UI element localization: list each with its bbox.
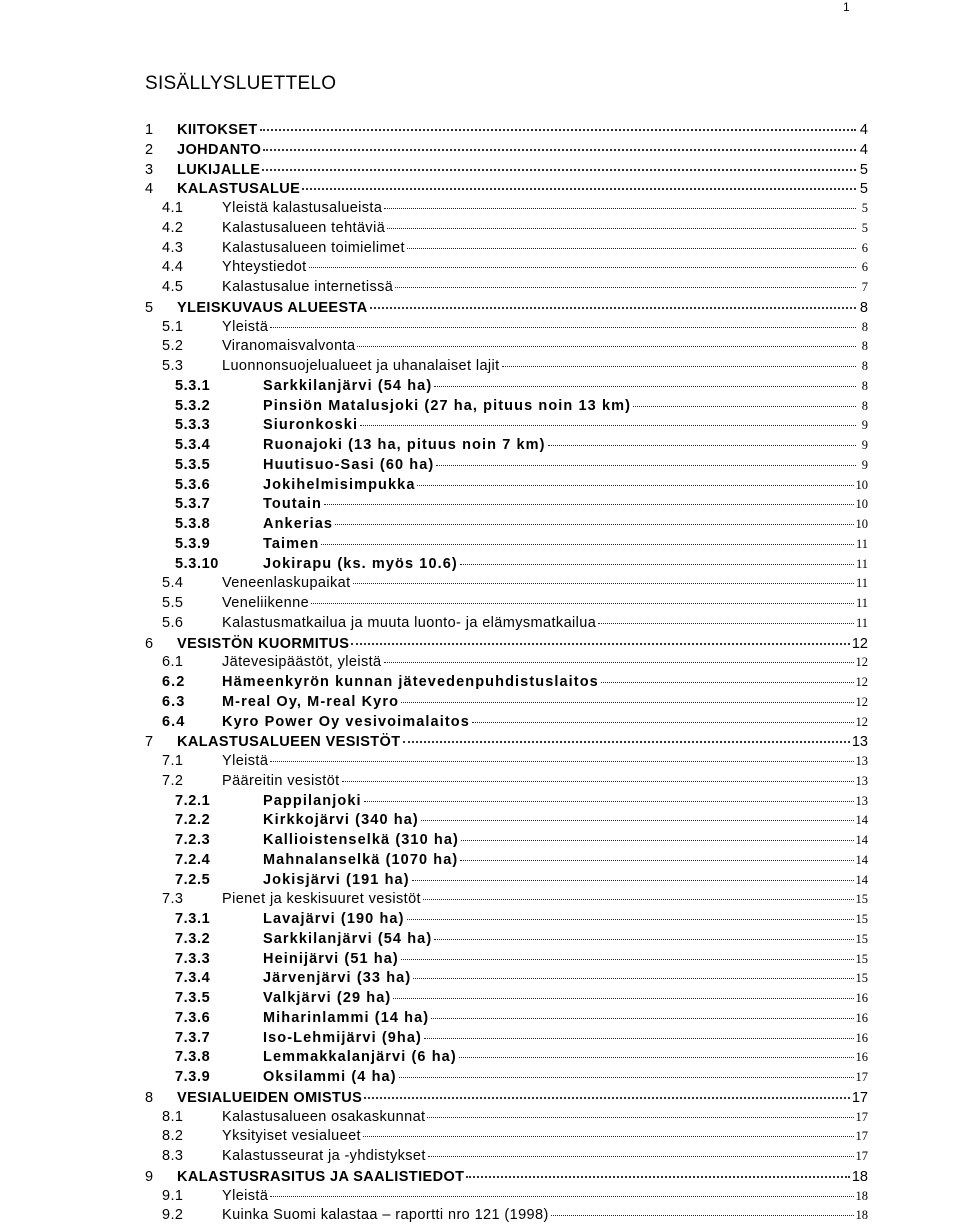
- toc-entry-page: 13: [855, 754, 868, 768]
- toc-entry-number: 7.2.1: [175, 792, 211, 809]
- toc-entry-title: Kalastusalue internetissä: [222, 279, 394, 295]
- dot-leader: [399, 1063, 854, 1078]
- dot-leader: [548, 431, 856, 446]
- dot-leader: [403, 727, 850, 743]
- dot-leader: [424, 1024, 854, 1039]
- toc-entry-number: 6.1: [162, 654, 184, 671]
- toc-entry-page: 18: [855, 1208, 868, 1223]
- toc-entry-page: 5: [859, 161, 868, 178]
- dot-leader: [428, 1142, 854, 1157]
- dot-leader: [466, 1162, 849, 1178]
- toc-entry-title: Veneenlaskupaikat: [222, 575, 351, 592]
- toc-entry-page: 17: [855, 1070, 868, 1084]
- toc-entry-number: 7.2.5: [175, 871, 211, 888]
- toc-entry-page: 9: [861, 418, 868, 433]
- toc-entry-title: KALASTUSALUEEN VESISTÖT: [177, 734, 401, 751]
- dot-leader: [263, 135, 856, 151]
- toc-entry-title: Lavajärvi (190 ha): [263, 911, 405, 927]
- dot-leader: [417, 471, 853, 486]
- toc-entry-page: 15: [855, 892, 868, 907]
- toc-entry-number: 8: [145, 1089, 154, 1106]
- toc-entry-page: 11: [855, 556, 868, 571]
- toc-entry-title: KALASTUSALUE: [177, 181, 301, 198]
- toc-entry-number: 5.2: [162, 338, 184, 355]
- dot-leader: [387, 214, 856, 229]
- dot-leader: [633, 392, 856, 407]
- toc-entry-number: 8.3: [162, 1148, 184, 1164]
- toc-entry-page: 17: [855, 1149, 868, 1163]
- dot-leader: [395, 273, 856, 288]
- dot-leader: [472, 708, 854, 723]
- toc-entry-title: Luonnonsuojelualueet ja uhanalaiset lajit: [222, 358, 500, 374]
- dot-leader: [434, 925, 853, 940]
- toc-entry-page: 12: [855, 675, 868, 689]
- dot-leader: [431, 1004, 853, 1019]
- toc-entry-page: 12: [855, 655, 868, 670]
- toc-entry-page: 12: [855, 714, 868, 729]
- toc-entry-page: 17: [851, 1089, 868, 1106]
- toc-entry-number: 5.5: [162, 595, 184, 611]
- toc-entry-title: Lemmakkalanjärvi (6 ha): [263, 1049, 457, 1066]
- toc-entry-number: 5.3: [162, 358, 184, 374]
- dot-leader: [598, 609, 854, 624]
- toc-entry-page: 9: [861, 438, 868, 452]
- toc-entry-number: 5.3.9: [175, 535, 211, 552]
- dot-leader: [321, 530, 854, 545]
- toc-entry-number: 7.3.7: [175, 1029, 211, 1046]
- toc-entry-page: 7: [861, 280, 868, 294]
- toc-entry-page: 14: [855, 813, 868, 828]
- toc-entry-title: Jokirapu (ks. myös 10.6): [263, 555, 458, 572]
- toc-entry-page: 16: [855, 1050, 868, 1065]
- toc-entry-page: 15: [855, 931, 868, 946]
- dot-leader: [364, 787, 854, 802]
- toc-entry-title: Sarkkilanjärvi (54 ha): [263, 930, 433, 947]
- toc-entry-title: Miharinlammi (14 ha): [263, 1009, 430, 1026]
- toc-entry-title: Huutisuo-Sasi (60 ha): [263, 456, 435, 473]
- dot-leader: [407, 234, 856, 249]
- toc-entry-number: 9.2: [162, 1207, 184, 1224]
- dot-leader: [270, 1182, 853, 1197]
- toc-entry-title: Toutain: [263, 496, 322, 513]
- toc-entry-page: 14: [855, 833, 868, 847]
- toc-entry-title: Kirkkojärvi (340 ha): [263, 812, 419, 829]
- dot-leader: [502, 352, 856, 367]
- toc-entry-number: 1: [145, 122, 154, 138]
- dot-leader: [459, 1043, 854, 1058]
- dot-leader: [309, 253, 856, 268]
- dot-leader: [407, 905, 854, 920]
- toc-entry-title: Kalastusseurat ja -yhdistykset: [222, 1148, 426, 1164]
- dot-leader: [270, 747, 853, 762]
- toc-entry-title: LUKIJALLE: [177, 161, 261, 178]
- toc-entry-page: 18: [855, 1188, 868, 1203]
- toc-entry-number: 5.1: [162, 318, 184, 335]
- toc-entry-title: Heinijärvi (51 ha): [263, 950, 399, 967]
- toc-entry-number: 7.3.5: [175, 990, 211, 1006]
- dot-leader: [461, 826, 854, 841]
- toc-entry-title: Yleistä kalastusalueista: [222, 200, 383, 216]
- toc-entry-number: 5.4: [162, 575, 184, 592]
- dot-leader: [393, 984, 853, 999]
- toc-entry-number: 4.4: [162, 259, 184, 276]
- toc-entry-page: 8: [861, 359, 868, 373]
- toc-entry-page: 17: [855, 1109, 868, 1124]
- toc-entry-number: 2: [145, 141, 154, 158]
- toc-entry-page: 11: [855, 615, 868, 630]
- toc-entry-number: 5.3.1: [175, 377, 211, 394]
- toc-entry-title: Taimen: [263, 535, 320, 552]
- toc-entry-title: Siuronkoski: [263, 417, 359, 434]
- toc-entry-number: 8.2: [162, 1128, 184, 1145]
- toc-entry-page: 11: [855, 536, 868, 551]
- toc-entry-page: 16: [855, 1030, 868, 1045]
- toc-entry-title: Yleistä: [222, 318, 269, 335]
- dot-leader: [436, 451, 856, 466]
- dot-leader: [262, 155, 856, 171]
- dot-leader: [412, 866, 854, 881]
- toc-entry-number: 9: [145, 1168, 154, 1185]
- toc-entry-number: 5.3.10: [175, 555, 219, 572]
- toc-entry-title: Järvenjärvi (33 ha): [263, 970, 412, 987]
- toc-entry-title: Yleistä: [222, 753, 269, 769]
- toc-entry-title: Mahnalanselkä (1070 ha): [263, 851, 459, 868]
- toc-entry-page: 12: [855, 694, 868, 709]
- toc-entry-page: 4: [859, 122, 868, 138]
- toc-entry-title: Yksityiset vesialueet: [222, 1128, 361, 1145]
- toc-entry-number: 7.3.8: [175, 1049, 211, 1066]
- toc-entry-number: 5.6: [162, 614, 184, 631]
- dot-leader: [427, 1103, 853, 1118]
- dot-leader: [401, 688, 853, 703]
- toc-entry-page: 15: [855, 912, 868, 926]
- toc-entry-page: 13: [855, 773, 868, 788]
- toc-entry-title: KALASTUSRASITUS JA SAALISTIEDOT: [177, 1168, 465, 1185]
- toc-entry-number: 8.1: [162, 1108, 184, 1125]
- toc-entry-page: 10: [855, 497, 868, 512]
- toc-entry-page: 10: [855, 517, 868, 531]
- dot-leader: [413, 964, 853, 979]
- toc-entry-number: 5: [145, 299, 154, 316]
- toc-entry-number: 4: [145, 181, 154, 198]
- toc-entry-page: 8: [861, 319, 868, 334]
- toc-entry[interactable]: [145, 1204, 868, 1224]
- toc-entry-page: 5: [861, 201, 868, 215]
- toc-entry-title: VESISTÖN KUORMITUS: [177, 635, 350, 652]
- toc-entry-title: Kalastusalueen toimielimet: [222, 239, 405, 256]
- toc-entry-title: Kalastusalueen tehtäviä: [222, 219, 386, 236]
- toc-entry-title: Pappilanjoki: [263, 792, 362, 809]
- dot-leader: [335, 510, 853, 525]
- toc-entry-number: 7.3.3: [175, 950, 211, 967]
- toc-entry-page: 17: [855, 1129, 868, 1144]
- dot-leader: [351, 629, 850, 645]
- toc-entry-number: 5.3.3: [175, 417, 211, 434]
- toc-entry-title: M-real Oy, M-real Kyro: [222, 693, 400, 710]
- toc-entry-title: Iso-Lehmijärvi (9ha): [263, 1029, 422, 1046]
- toc-entry-title: Viranomaisvalvonta: [222, 338, 356, 355]
- toc-entry-number: 7.2: [162, 772, 184, 789]
- dot-leader: [260, 115, 856, 131]
- dot-leader: [270, 313, 856, 328]
- toc-entry-page: 13: [855, 793, 868, 808]
- dot-leader: [357, 332, 856, 347]
- toc-entry-page: 11: [855, 596, 868, 610]
- toc-entry-number: 9.1: [162, 1187, 184, 1204]
- toc-entry-title: Kyro Power Oy vesivoimalaitos: [222, 713, 470, 730]
- dot-leader: [384, 194, 856, 209]
- toc-entry-title: Pienet ja keskisuuret vesistöt: [222, 891, 421, 908]
- toc-entry-page: 6: [861, 240, 868, 255]
- toc-entry-title: Ankerias: [263, 516, 334, 532]
- toc-entry-page: 16: [855, 991, 868, 1005]
- toc-entry-page: 9: [861, 457, 868, 472]
- toc-entry-page: 5: [859, 181, 868, 198]
- dot-leader: [551, 1201, 854, 1216]
- toc-entry-number: 4.2: [162, 219, 184, 236]
- dot-leader: [421, 806, 854, 821]
- toc-entry-number: 4.3: [162, 239, 184, 256]
- toc-entry-number: 7: [145, 734, 154, 751]
- dot-leader: [423, 885, 854, 900]
- toc-entry-number: 4.1: [162, 200, 184, 216]
- toc-entry-title: VESIALUEIDEN OMISTUS: [177, 1089, 363, 1106]
- dot-leader: [302, 174, 856, 190]
- toc-entry-page: 6: [861, 260, 868, 275]
- toc-entry-title: Hämeenkyrön kunnan jätevedenpuhdistuslaitos: [222, 674, 599, 690]
- toc-entry-page: 8: [861, 339, 868, 354]
- toc-entry-number: 5.3.2: [175, 397, 211, 414]
- toc-entry-number: 7.2.4: [175, 851, 211, 868]
- dot-leader: [460, 846, 853, 861]
- toc-entry-number: 7.3.2: [175, 930, 211, 947]
- dot-leader: [311, 589, 854, 604]
- toc-entry-title: Pääreitin vesistöt: [222, 772, 340, 789]
- toc-entry-title: Jokihelmisimpukka: [263, 476, 416, 493]
- toc-entry-number: 5.3.8: [175, 516, 211, 532]
- page-number: 1: [843, 0, 850, 14]
- toc-entry-number: 6.2: [162, 674, 186, 690]
- toc-entry-number: 5.3.4: [175, 437, 211, 453]
- toc-entry-number: 7.3.6: [175, 1009, 211, 1026]
- toc-entry-page: 15: [855, 971, 868, 986]
- toc-entry-title: Kalastusmatkailua ja muuta luonto- ja elämysmatkailua: [222, 614, 597, 631]
- toc-entry-page: 18: [851, 1168, 868, 1185]
- toc-entry-page: 8: [859, 299, 868, 316]
- toc-entry-page: 16: [855, 1010, 868, 1025]
- toc-entry-title: Yleistä: [222, 1187, 269, 1204]
- toc-entry-title: Oksilammi (4 ha): [263, 1069, 397, 1085]
- toc-entry-title: Yhteystiedot: [222, 259, 307, 276]
- dot-leader: [434, 372, 856, 387]
- dot-leader: [460, 550, 854, 565]
- toc-entry-number: 5.3.7: [175, 496, 211, 513]
- dot-leader: [384, 648, 854, 663]
- toc-entry-number: 7.2.2: [175, 812, 211, 829]
- toc-title: SISÄLLYSLUETTELO: [145, 72, 337, 94]
- toc-entry-number: 7.2.3: [175, 832, 211, 848]
- dot-leader: [370, 293, 856, 309]
- dot-leader: [353, 569, 854, 584]
- toc-entry-title: JOHDANTO: [177, 141, 262, 158]
- toc-entry-number: 7.3.9: [175, 1069, 211, 1085]
- toc-entry-page: 8: [861, 398, 868, 413]
- toc-entry-number: 6: [145, 635, 154, 652]
- toc-entry-number: 7.1: [162, 753, 184, 769]
- dot-leader: [601, 668, 854, 683]
- toc-entry-number: 7.3.4: [175, 970, 211, 987]
- toc-entry-title: Sarkkilanjärvi (54 ha): [263, 377, 433, 394]
- toc-entry-page: 15: [855, 951, 868, 966]
- table-of-contents: [145, 118, 868, 1224]
- toc-entry-page: 11: [855, 576, 868, 591]
- toc-entry-number: 6.4: [162, 713, 186, 730]
- toc-entry-title: Kallioistenselkä (310 ha): [263, 832, 459, 848]
- dot-leader: [401, 945, 854, 960]
- toc-entry-page: 12: [851, 635, 868, 652]
- toc-entry-page: 10: [855, 477, 868, 492]
- toc-entry-page: 4: [859, 141, 868, 158]
- toc-entry-page: 14: [855, 852, 868, 867]
- toc-entry-number: 6.3: [162, 693, 186, 710]
- toc-entry-title: Jätevesipäästöt, yleistä: [222, 654, 382, 671]
- dot-leader: [364, 1083, 850, 1099]
- dot-leader: [360, 411, 856, 426]
- toc-entry-title: Jokisjärvi (191 ha): [263, 871, 410, 888]
- toc-entry-number: 7.3: [162, 891, 184, 908]
- toc-entry-title: Pinsiön Matalusjoki (27 ha, pituus noin 13 km): [263, 397, 632, 414]
- toc-entry-number: 7.3.1: [175, 911, 211, 927]
- toc-entry-title: Kuinka Suomi kalastaa – raportti nro 121 (1998): [222, 1207, 549, 1224]
- toc-entry-page: 14: [855, 872, 868, 887]
- toc-entry-page: 8: [861, 378, 868, 393]
- toc-entry-number: 5.3.6: [175, 476, 211, 493]
- toc-entry-page: 5: [861, 220, 868, 235]
- toc-entry-title: Valkjärvi (29 ha): [263, 990, 392, 1006]
- toc-entry-number: 4.5: [162, 279, 184, 295]
- dot-leader: [363, 1122, 854, 1137]
- dot-leader: [342, 767, 854, 782]
- toc-entry-title: Veneliikenne: [222, 595, 310, 611]
- toc-entry-title: Ruonajoki (13 ha, pituus noin 7 km): [263, 437, 546, 453]
- toc-entry-title: YLEISKUVAUS ALUEESTA: [177, 299, 368, 316]
- toc-entry-title: KIITOKSET: [177, 122, 258, 138]
- toc-entry-number: 3: [145, 161, 154, 178]
- dot-leader: [324, 490, 854, 505]
- toc-entry-number: 5.3.5: [175, 456, 211, 473]
- toc-entry-page: 13: [851, 734, 868, 751]
- toc-entry-title: Kalastusalueen osakaskunnat: [222, 1108, 426, 1125]
